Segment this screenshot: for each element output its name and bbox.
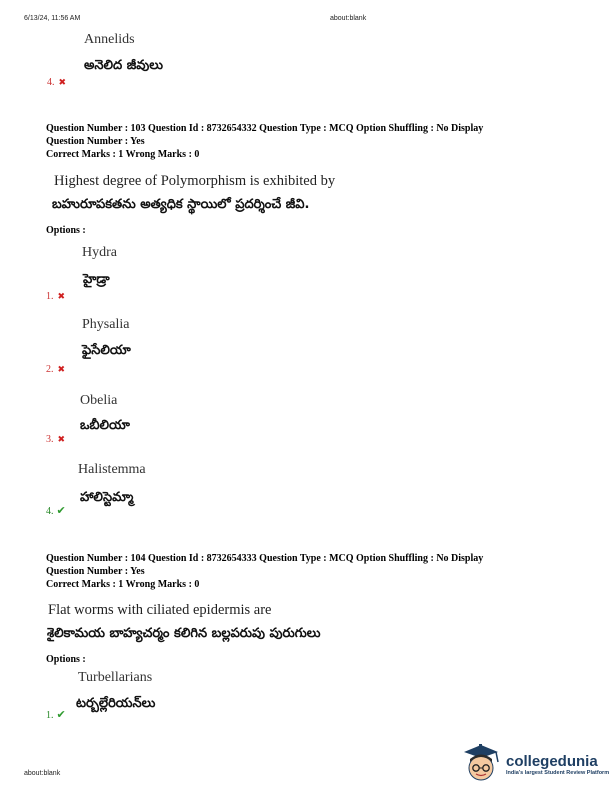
wrong-mark-icon: ✖ xyxy=(57,292,66,302)
correct-check-icon: ✔ xyxy=(56,708,66,721)
q103-marks: Correct Marks : 1 Wrong Marks : 0 xyxy=(46,149,200,160)
q103-option-1-telugu: హైడ్రా xyxy=(83,272,110,287)
collegedunia-logo xyxy=(460,742,609,786)
q104-meta-line2: Question Number : Yes xyxy=(46,566,145,577)
logo-text xyxy=(506,753,609,776)
option-number: 1. xyxy=(46,710,54,721)
q103-option-1-marker xyxy=(46,286,65,304)
q103-question-telugu: బహురూపకతను అత్యధిక స్థాయిలో ప్రదర్శించే జీవి. xyxy=(52,197,310,212)
q104-options-label: Options : xyxy=(46,654,86,665)
q104-option-1-marker xyxy=(46,705,66,723)
wrong-mark-icon: ✖ xyxy=(57,365,66,375)
q103-meta-line1: Question Number : 103 Question Id : 8732654332 Question Type : MCQ Option Shuffling : No Display xyxy=(46,123,484,134)
q103-option-3-english: Obelia xyxy=(80,393,118,408)
q104-meta-line1: Question Number : 104 Question Id : 8732654333 Question Type : MCQ Option Shuffling : No Display xyxy=(46,553,484,564)
q103-option-2-marker xyxy=(46,359,65,377)
q104-meta xyxy=(46,552,483,591)
print-timestamp: 6/13/24, 11:56 AM xyxy=(24,15,81,22)
q103-option-4-english: Halistemma xyxy=(78,462,146,477)
logo-brand: collegedunia xyxy=(506,752,598,770)
logo-tagline: India's largest Student Review Platform xyxy=(506,769,610,776)
q103-option-2-telugu: ఫైసేలియా xyxy=(82,343,131,358)
footer-url: about:blank xyxy=(24,770,61,777)
option-number: 3. xyxy=(46,434,54,445)
q104-question-telugu: శైలికామయ బాహ్యచర్మం కలిగిన బల్లపరుపు పురుగులు xyxy=(47,626,321,641)
prev-option-telugu: అనెలిద జీవులు xyxy=(84,58,163,73)
wrong-mark-icon: ✖ xyxy=(57,435,66,445)
wrong-mark-icon: ✖ xyxy=(58,78,67,88)
option-number: 4. xyxy=(46,506,54,517)
q104-question-english: Flat worms with ciliated epidermis are xyxy=(48,602,272,618)
q103-option-2-english: Physalia xyxy=(82,317,130,332)
q103-option-4-telugu: హాలిస్టెమ్మా xyxy=(80,490,134,505)
q104-option-1-telugu: టర్బల్లేరియన్‌లు xyxy=(76,696,156,711)
mascot-icon xyxy=(460,742,502,786)
q103-options-label: Options : xyxy=(46,225,86,236)
q103-meta-line2: Question Number : Yes xyxy=(46,136,145,147)
q103-question-english: Highest degree of Polymorphism is exhibited by xyxy=(54,173,336,189)
option-number: 1. xyxy=(46,291,54,302)
correct-check-icon: ✔ xyxy=(56,504,66,517)
prev-option-english: Annelids xyxy=(84,32,135,47)
q104-option-1-english: Turbellarians xyxy=(78,670,153,685)
q103-option-3-marker xyxy=(46,429,65,447)
q103-option-4-marker xyxy=(46,501,66,519)
q103-option-1-english: Hydra xyxy=(82,245,117,260)
q103-option-3-telugu: ఒబీలియా xyxy=(80,418,130,433)
prev-option-number xyxy=(47,72,66,90)
option-number: 4. xyxy=(47,77,55,88)
q103-meta xyxy=(46,122,483,161)
print-title: about:blank xyxy=(330,15,367,22)
q104-marks: Correct Marks : 1 Wrong Marks : 0 xyxy=(46,579,200,590)
option-number: 2. xyxy=(46,364,54,375)
